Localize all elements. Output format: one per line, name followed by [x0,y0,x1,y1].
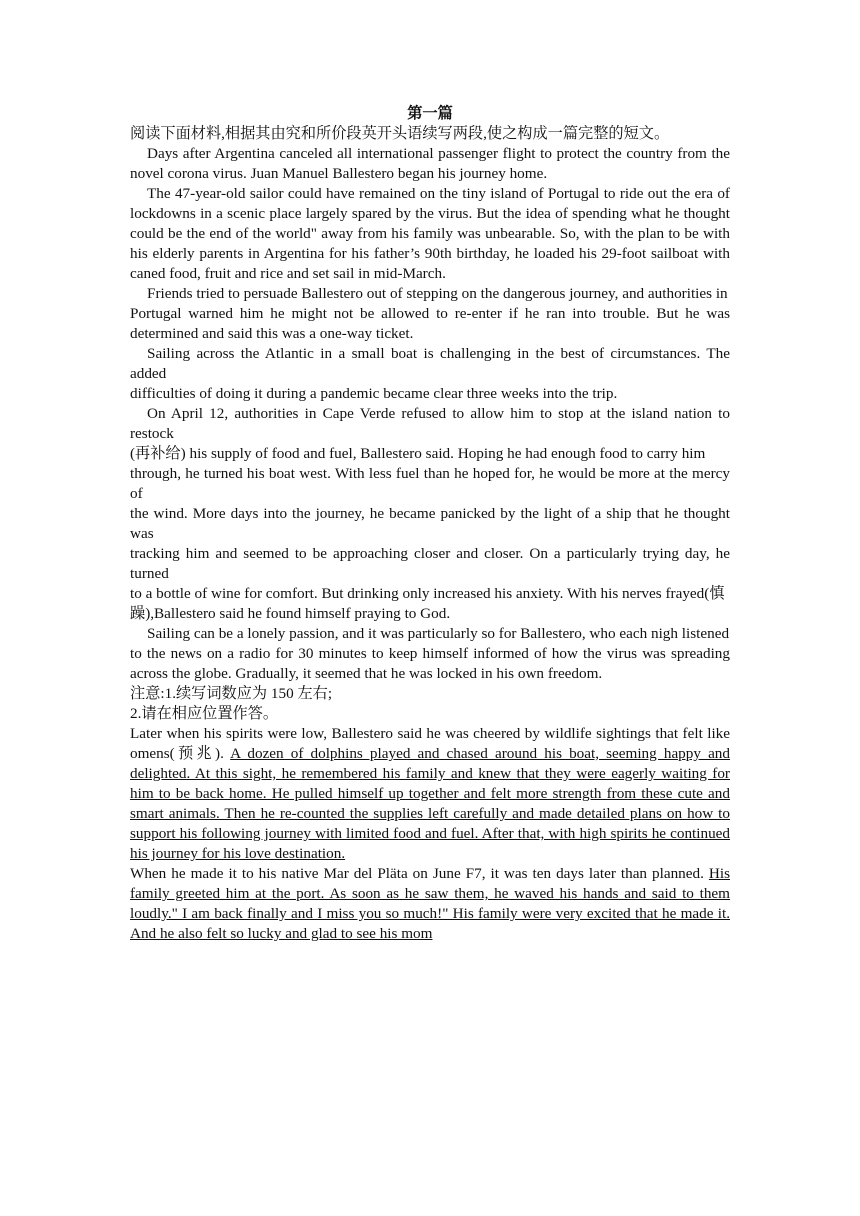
document-page [130,104,730,944]
paragraph-4b: difficulties of doing it during a pandemic became clear three weeks into the trip. [130,385,618,402]
paragraph-3b: Portugal warned him he might not be allowed to re-enter if he ran into trouble. But he was determined and said this was a one-way ticket. [130,305,730,342]
paragraph-5g: 躁),Ballestero said he found himself praying to God. [130,605,451,622]
paragraph-5b: (再补给) his supply of food and fuel, Ballestero said. Hoping he had enough food to carry him [130,445,706,462]
paragraph-3a: Friends tried to persuade Ballestero out of stepping on the dangerous journey, and authorities in [147,285,728,302]
instruction-text: 阅读下面材料,相据其由究和所价段英开头语续写两段,使之构成一篇完整的短文。 [130,125,670,142]
continuation-paragraph-1 [130,724,730,864]
paragraph-6a: Sailing can be a lonely passion, and it was particularly so for Ballestero, who each nigh listened [147,625,730,642]
continuation-paragraph-2 [130,864,730,944]
paragraph-4a: Sailing across the Atlantic in a small boat is challenging in the best of circumstances. The added [130,345,730,382]
paragraph-5c: through, he turned his boat west. With less fuel than he hoped for, he would be more at the mercy of [130,465,730,502]
continuation-1-prompt: Later when his spirits were low, Ballestero said he was cheered by wildlife sightings that felt like omens(预兆). [130,725,730,762]
continuation-1-answer: A dozen of dolphins played and chased around his boat, seeming happy and delighted. At this sight, he remembered his family and knew that they were eagerly waiting for him to be back home. He pulled himself up together and felt more strength from these cute and smart animals. Then he re-counted the supplies left carefully and made detailed plans on how to support his following journey with limited food and fuel. After that, with high spirits he continued his journey for his love destination. [130,745,730,862]
document-title: 第一篇 [407,105,453,122]
note-1: 注意:1.续写词数应为 150 左右; [130,685,333,702]
paragraph-5a: On April 12, authorities in Cape Verde refused to allow him to stop at the island nation to restock [130,405,730,442]
paragraph-2: The 47-year-old sailor could have remained on the tiny island of Portugal to ride out the era of lockdowns in a scenic place largely spared by the virus. But the idea of spending what he thought could be the end of the world" away from his family was unbearable. So, with the plan to be with his elderly parents in Argentina for his father’s 90th birthday, he loaded his 29-foot sailboat with caned food, fruit and rice and set sail in mid-March. [130,185,730,282]
paragraph-5d: the wind. More days into the journey, he became panicked by the light of a ship that he thought was [130,505,730,542]
note-2: 2.请在相应位置作答。 [130,705,279,722]
continuation-2-prompt: When he made it to his native Mar del Pläta on June F7, it was ten days later than planned. [130,865,709,882]
continuation-2-answer: His family greeted him at the port. As soon as he saw them, he waved his hands and said to them loudly." I am back finally and I miss you so much!" His family were very excited that he made it. And he also felt so lucky and glad to see his mom [130,865,730,942]
paragraph-6b: to the news on a radio for 30 minutes to keep himself informed of how the virus was spreading across the globe. Gradually, it seemed that he was locked in his own freedom. [130,645,730,682]
paragraph-5e: tracking him and seemed to be approaching closer and closer. On a particularly trying day, he turned [130,545,730,582]
paragraph-1: Days after Argentina canceled all international passenger flight to protect the country from the novel corona virus. Juan Manuel Ballestero began his journey home. [130,145,730,182]
paragraph-5f: to a bottle of wine for comfort. But drinking only increased his anxiety. With his nerves frayed(慎 [130,585,725,602]
